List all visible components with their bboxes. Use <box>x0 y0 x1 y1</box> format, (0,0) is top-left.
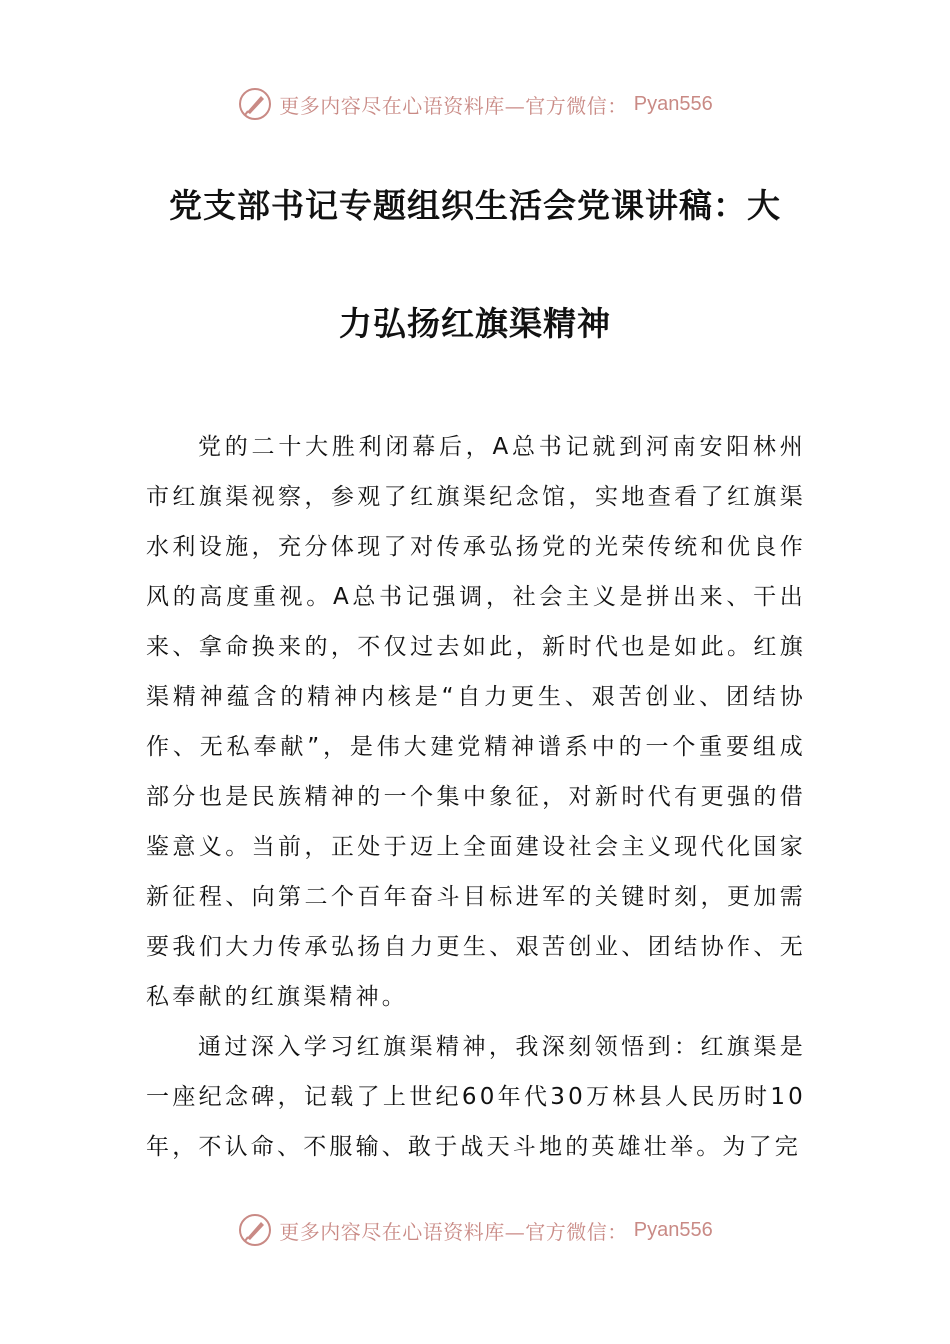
document-title-line-2: 力弘扬红旗渠精神 <box>339 304 611 343</box>
paragraph: 党的二十大胜利闭幕后，A总书记就到河南安阳林州市红旗渠视察，参观了红旗渠纪念馆，实地查看了红旗渠水利设施，充分体现了对传承弘扬党的光荣传统和优良作风的高度重视。A总书记强调，社会主义是拼出来、干出来、拿命换来的，不仅过去如此，新时代也是如此。红旗渠精神蕴含的精神内核是“自力更生、艰苦创业、团结协作、无私奉献”，是伟大建党精神谱系中的一个重要组成部分也是民族精神的一个集中象征，对新时代有更强的借鉴意义。当前，正处于迈上全面建设社会主义现代化国家新征程、向第二个百年奋斗目标进军的关键时刻，更加需要我们大力传承弘扬自力更生、艰苦创业、团结协作、无私奉献的红旗渠精神。 <box>146 434 806 1010</box>
footer-watermark <box>0 1210 950 1250</box>
header-watermark <box>0 84 950 124</box>
watermark-wechat-id: Pyan556 <box>633 1218 713 1241</box>
paragraph: 通过深入学习红旗渠精神，我深刻领悟到：红旗渠是一座纪念碑，记载了上世纪60年代30万林县人民历时10年，不认命、不服输、敢于战天斗地的英雄壮举。为了完 <box>146 1034 806 1160</box>
watermark-text: 更多内容尽在心语资料库—官方微信： <box>279 93 628 118</box>
quill-logo-icon <box>237 1212 273 1248</box>
watermark-text: 更多内容尽在心语资料库—官方微信： <box>279 1219 628 1244</box>
document-title-line-1: 党支部书记专题组织生活会党课讲稿：大 <box>169 186 781 225</box>
document-body <box>146 422 806 1172</box>
watermark-wechat-id: Pyan556 <box>633 92 713 115</box>
quill-logo-icon <box>237 86 273 122</box>
